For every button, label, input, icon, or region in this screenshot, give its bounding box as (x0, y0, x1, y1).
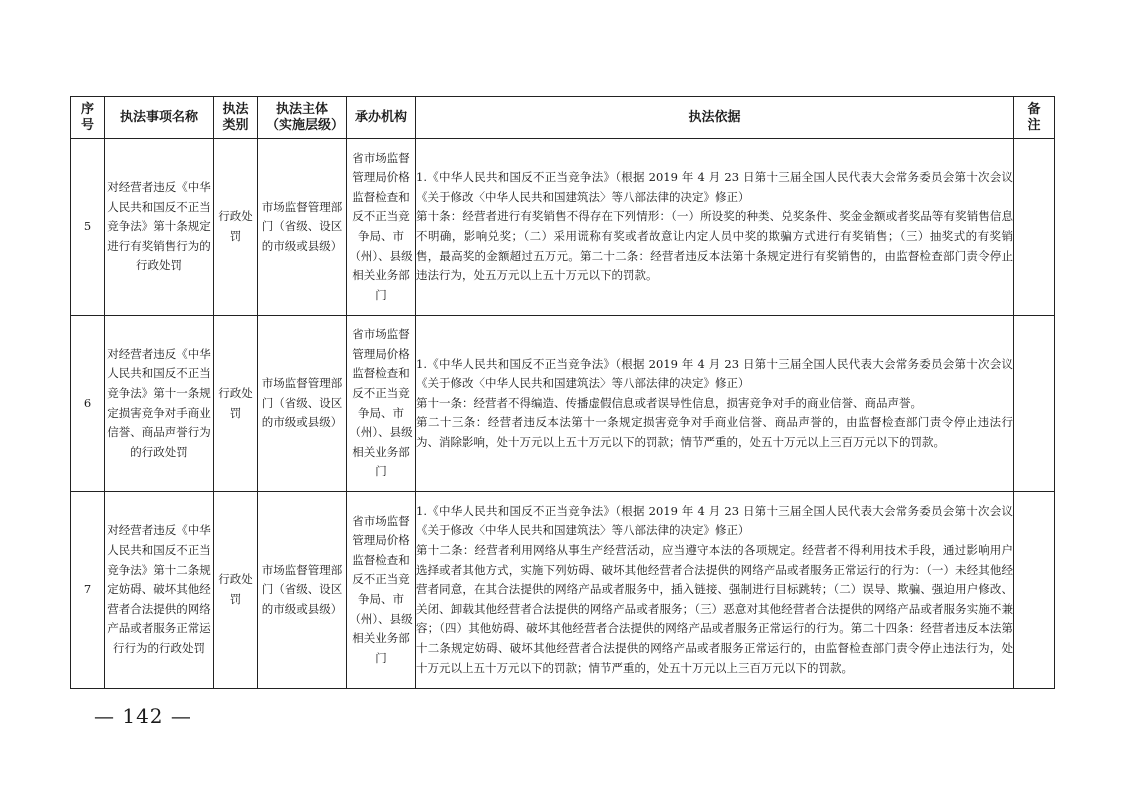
row-basis (416, 316, 1014, 492)
row-seq: 5 (71, 139, 105, 316)
row-org: 省市场监督管理局价格监督检查和反不正当竞争局、市（州）、县级相关业务部门 (347, 139, 416, 316)
basis-paragraph: 1.《中华人民共和国反不正当竞争法》（根据 2019 年 4 月 23 日第十三届全国人民代表大会常务委员会第十次会议《关于修改〈中华人民共和国建筑法〉等八部法律的决定》修正） (416, 503, 1013, 538)
header-category: 执法类别 (214, 97, 258, 139)
header-name: 执法事项名称 (105, 97, 214, 139)
row-subject: 市场监督管理部门（省级、设区的市级或县级） (258, 316, 347, 492)
row-seq: 6 (71, 316, 105, 492)
row-name: 对经营者违反《中华人民共和国反不正当竞争法》第十条规定进行有奖销售行为的行政处罚 (105, 139, 214, 316)
basis-paragraph: 第二十三条：经营者违反本法第十一条规定损害竞争对手商业信誉、商品声誉的，由监督检查部门责令停止违法行为、消除影响，处十万元以上五十万元以下的罚款；情节严重的，处五十万元以上三百万元以下的罚款。 (416, 415, 1013, 449)
basis-paragraph: 第十一条：经营者不得编造、传播虚假信息或者误导性信息，损害竞争对手的商业信誉、商品声誉。 (416, 395, 922, 410)
row-seq: 7 (71, 492, 105, 689)
basis-paragraph: 第十条：经营者进行有奖销售不得存在下列情形：（一）所设奖的种类、兑奖条件、奖金金额或者奖品等有奖销售信息不明确，影响兑奖；（二）采用谎称有奖或者故意让内定人员中奖的欺骗方式进行有奖销售；（三）抽奖式的有奖销售，最高奖的金额超过五万元。第二十二条：经营者违反本法第十条规定进行有奖销售的，由监督检查部门责令停止违法行为，处五万元以上五十万元以下的罚款。 (416, 209, 1013, 283)
header-seq: 序号 (71, 97, 105, 139)
header-org: 承办机构 (347, 97, 416, 139)
enforcement-table (70, 96, 1055, 689)
row-category: 行政处罚 (214, 139, 258, 316)
row-category: 行政处罚 (214, 492, 258, 689)
row-category: 行政处罚 (214, 316, 258, 492)
row-name: 对经营者违反《中华人民共和国反不正当竞争法》第十二条规定妨碍、破坏其他经营者合法提供的网络产品或者服务正常运行行为的行政处罚 (105, 492, 214, 689)
basis-paragraph: 1.《中华人民共和国反不正当竞争法》（根据 2019 年 4 月 23 日第十三届全国人民代表大会常务委员会第十次会议《关于修改〈中华人民共和国建筑法〉等八部法律的决定》修正） (416, 170, 1013, 204)
row-subject: 市场监督管理部门（省级、设区的市级或县级） (258, 492, 347, 689)
row-basis (416, 139, 1014, 316)
table-row (71, 316, 1055, 492)
header-basis: 执法依据 (416, 97, 1014, 139)
row-basis (416, 492, 1014, 689)
row-subject: 市场监督管理部门（省级、设区的市级或县级） (258, 139, 347, 316)
table-header-row (71, 97, 1055, 139)
header-note: 备注 (1014, 97, 1055, 139)
row-note (1014, 316, 1055, 492)
basis-paragraph: 1.《中华人民共和国反不正当竞争法》（根据 2019 年 4 月 23 日第十三届全国人民代表大会常务委员会第十次会议《关于修改〈中华人民共和国建筑法〉等八部法律的决定》修正） (416, 356, 1013, 391)
table-row (71, 139, 1055, 316)
row-name: 对经营者违反《中华人民共和国反不正当竞争法》第十一条规定损害竞争对手商业信誉、商品声誉行为的行政处罚 (105, 316, 214, 492)
basis-paragraph: 第十二条：经营者利用网络从事生产经营活动，应当遵守本法的各项规定。经营者不得利用技术手段，通过影响用户选择或者其他方式，实施下列妨碍、破坏其他经营者合法提供的网络产品或者服务正常运行的行为：（一）未经其他经营者同意，在其合法提供的网络产品或者服务中，插入链接、强制进行目标跳转；（二）误导、欺骗、强迫用户修改、关闭、卸载其他经营者合法提供的网络产品或者服务；（三）恶意对其他经营者合法提供的网络产品或者服务实施不兼容；（四）其他妨碍、破坏其他经营者合法提供的网络产品或者服务正常运行的行为。第二十四条：经营者违反本法第十二条规定妨碍、破坏其他经营者合法提供的网络产品或者服务正常运行的，由监督检查部门责令停止违法行为，处十万元以上五十万元以下的罚款；情节严重的，处五十万元以上三百万元以下的罚款。 (416, 543, 1013, 675)
row-org: 省市场监督管理局价格监督检查和反不正当竞争局、市（州）、县级相关业务部门 (347, 492, 416, 689)
header-subject: 执法主体（实施层级） (258, 97, 347, 139)
row-note (1014, 139, 1055, 316)
row-org: 省市场监督管理局价格监督检查和反不正当竞争局、市（州）、县级相关业务部门 (347, 316, 416, 492)
row-note (1014, 492, 1055, 689)
page-number: — 142 — (94, 704, 192, 728)
table-row (71, 492, 1055, 689)
